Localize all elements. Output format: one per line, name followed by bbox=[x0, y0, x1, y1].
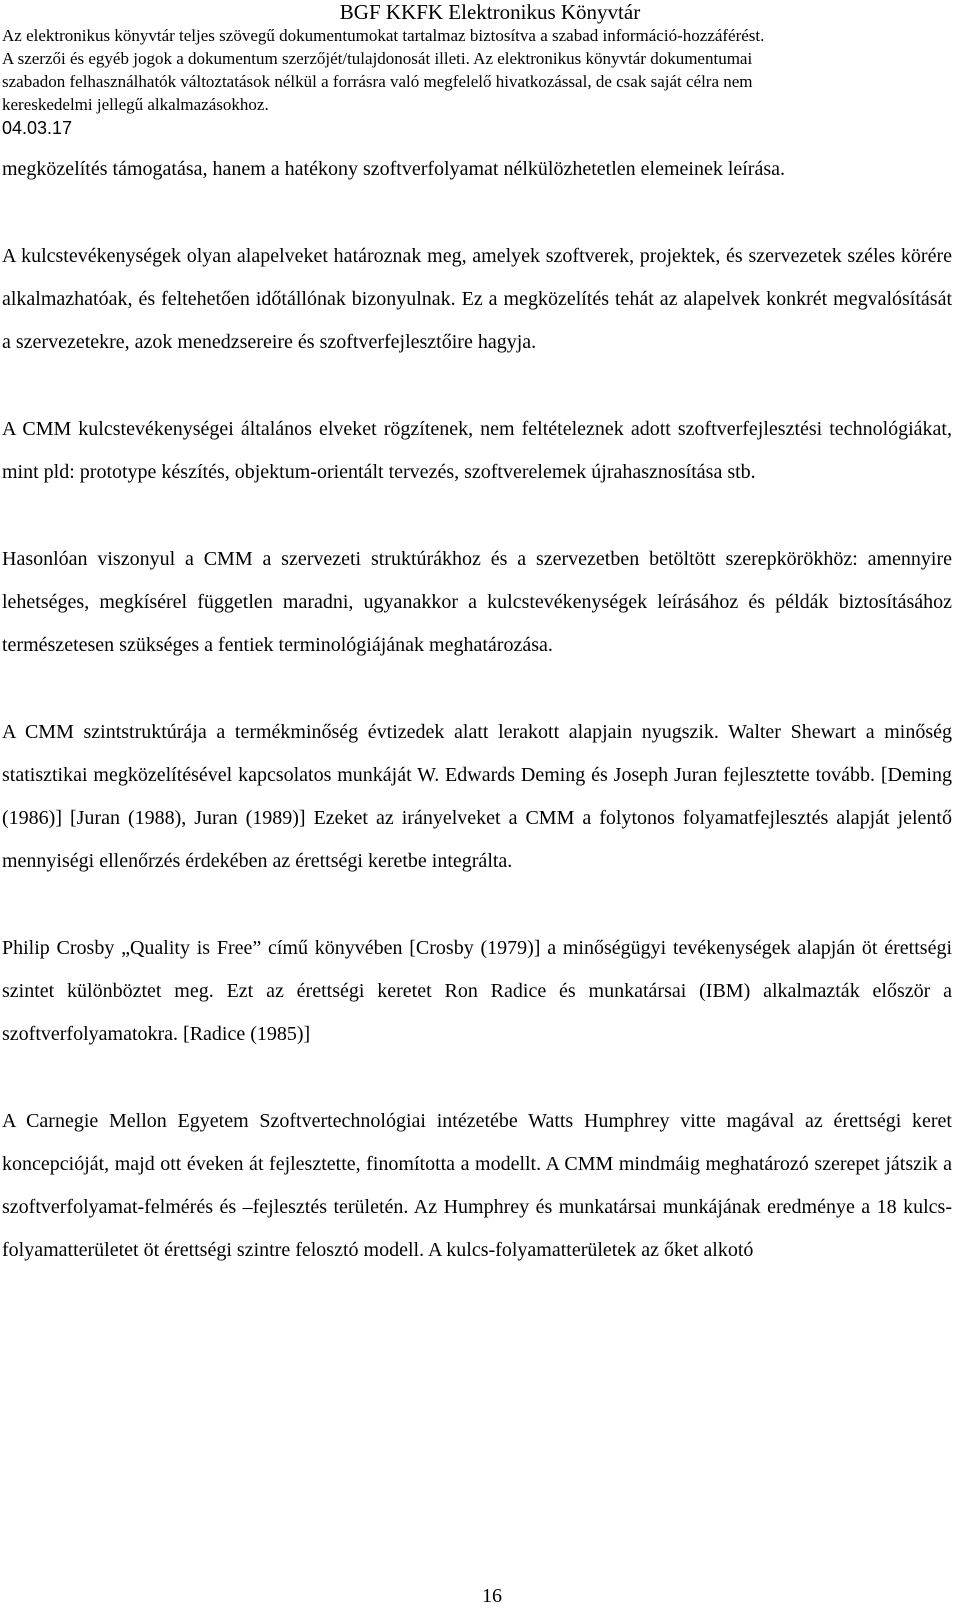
paragraph: megközelítés támogatása, hanem a hatékony szoftverfolyamat nélkülözhetetlen elemeinek leírása. bbox=[2, 158, 786, 180]
notice-line: kereskedelmi jellegű alkalmazásokhoz. bbox=[2, 95, 269, 114]
paragraph: Philip Crosby „Quality is Free” című könyvében [Crosby (1979)] a minőségügyi tevékenységek alapján öt érettségi szintet különböztet meg. Ezt az érettségi keretet Ron Radice és munkatársai (IBM) alkalmazták először a szoftverfolyamatokra. [Radice (1985)] bbox=[2, 937, 952, 1045]
paragraph: A CMM szintstruktúrája a termékminőség évtizedek alatt lerakott alapjain nyugszik. Walter Shewart a minőség statisztikai megközelítésével kapcsolatos munkáját W. Edwards Deming és Joseph Juran fejlesztette tovább. [Deming (1986)] [Juran (1988), Juran (1989)] Ezeket az irányelveket a CMM a folytonos folyamatfejlesztés alapját jelentő mennyiségi ellenőrzés érdekében az érettségi keretbe integrálta. bbox=[2, 721, 952, 872]
paragraph: A kulcstevékenységek olyan alapelveket határoznak meg, amelyek szoftverek, projektek, és szervezetek széles körére alkalmazhatóak, és feltehetően időtállónak bizonyulnak. Ez a megközelítés tehát az alapelvek konkrét megvalósítását a szervezetekre, azok menedzsereire és szoftverfejlesztőire hagyja. bbox=[2, 245, 952, 353]
library-title: BGF KKFK Elektronikus Könyvtár bbox=[339, 0, 641, 24]
notice-line: szabadon felhasználhatók változtatások nélkül a forrásra való megfelelő hivatkozással, de csak saját célra nem bbox=[2, 72, 753, 91]
library-header bbox=[0, 0, 960, 139]
page-number: 16 bbox=[482, 1585, 502, 1607]
document-date: 04.03.17 bbox=[2, 118, 73, 138]
notice-line: A szerzői és egyéb jogok a dokumentum szerzőjét/tulajdonosát illeti. Az elektronikus könyvtár dokumentumai bbox=[2, 49, 753, 68]
paragraph: A Carnegie Mellon Egyetem Szoftvertechnológiai intézetébe Watts Humphrey vitte magával az érettségi keret koncepcióját, majd ott éveken át fejlesztette, finomította a modellt. A CMM mindmáig meghatározó szerepet játszik a szoftverfolyamat-felmérés és –fejlesztés területén. Az Humphrey és munkatársai munkájának eredménye a 18 kulcs-folyamatterületet öt érettségi szintre felosztó modell. A kulcs-folyamatterületek az őket alkotó bbox=[2, 1110, 952, 1261]
notice-line: Az elektronikus könyvtár teljes szövegű dokumentumokat tartalmaz biztosítva a szabad információ-hozzáférést. bbox=[2, 26, 765, 45]
document-body bbox=[2, 148, 952, 1272]
paragraph: A CMM kulcstevékenységei általános elveket rögzítenek, nem feltételeznek adott szoftverfejlesztési technológiákat, mint pld: prototype készítés, objektum-orientált tervezés, szoftverelemek újrahasznosítása stb. bbox=[2, 418, 952, 483]
paragraph: Hasonlóan viszonyul a CMM a szervezeti struktúrákhoz és a szervezetben betöltött szerepkörökhöz: amennyire lehetséges, megkísérel független maradni, ugyanakkor a kulcstevékenységek leírásához és példák biztosításához természetesen szükséges a fentiek terminológiájának meghatározása. bbox=[2, 548, 952, 656]
